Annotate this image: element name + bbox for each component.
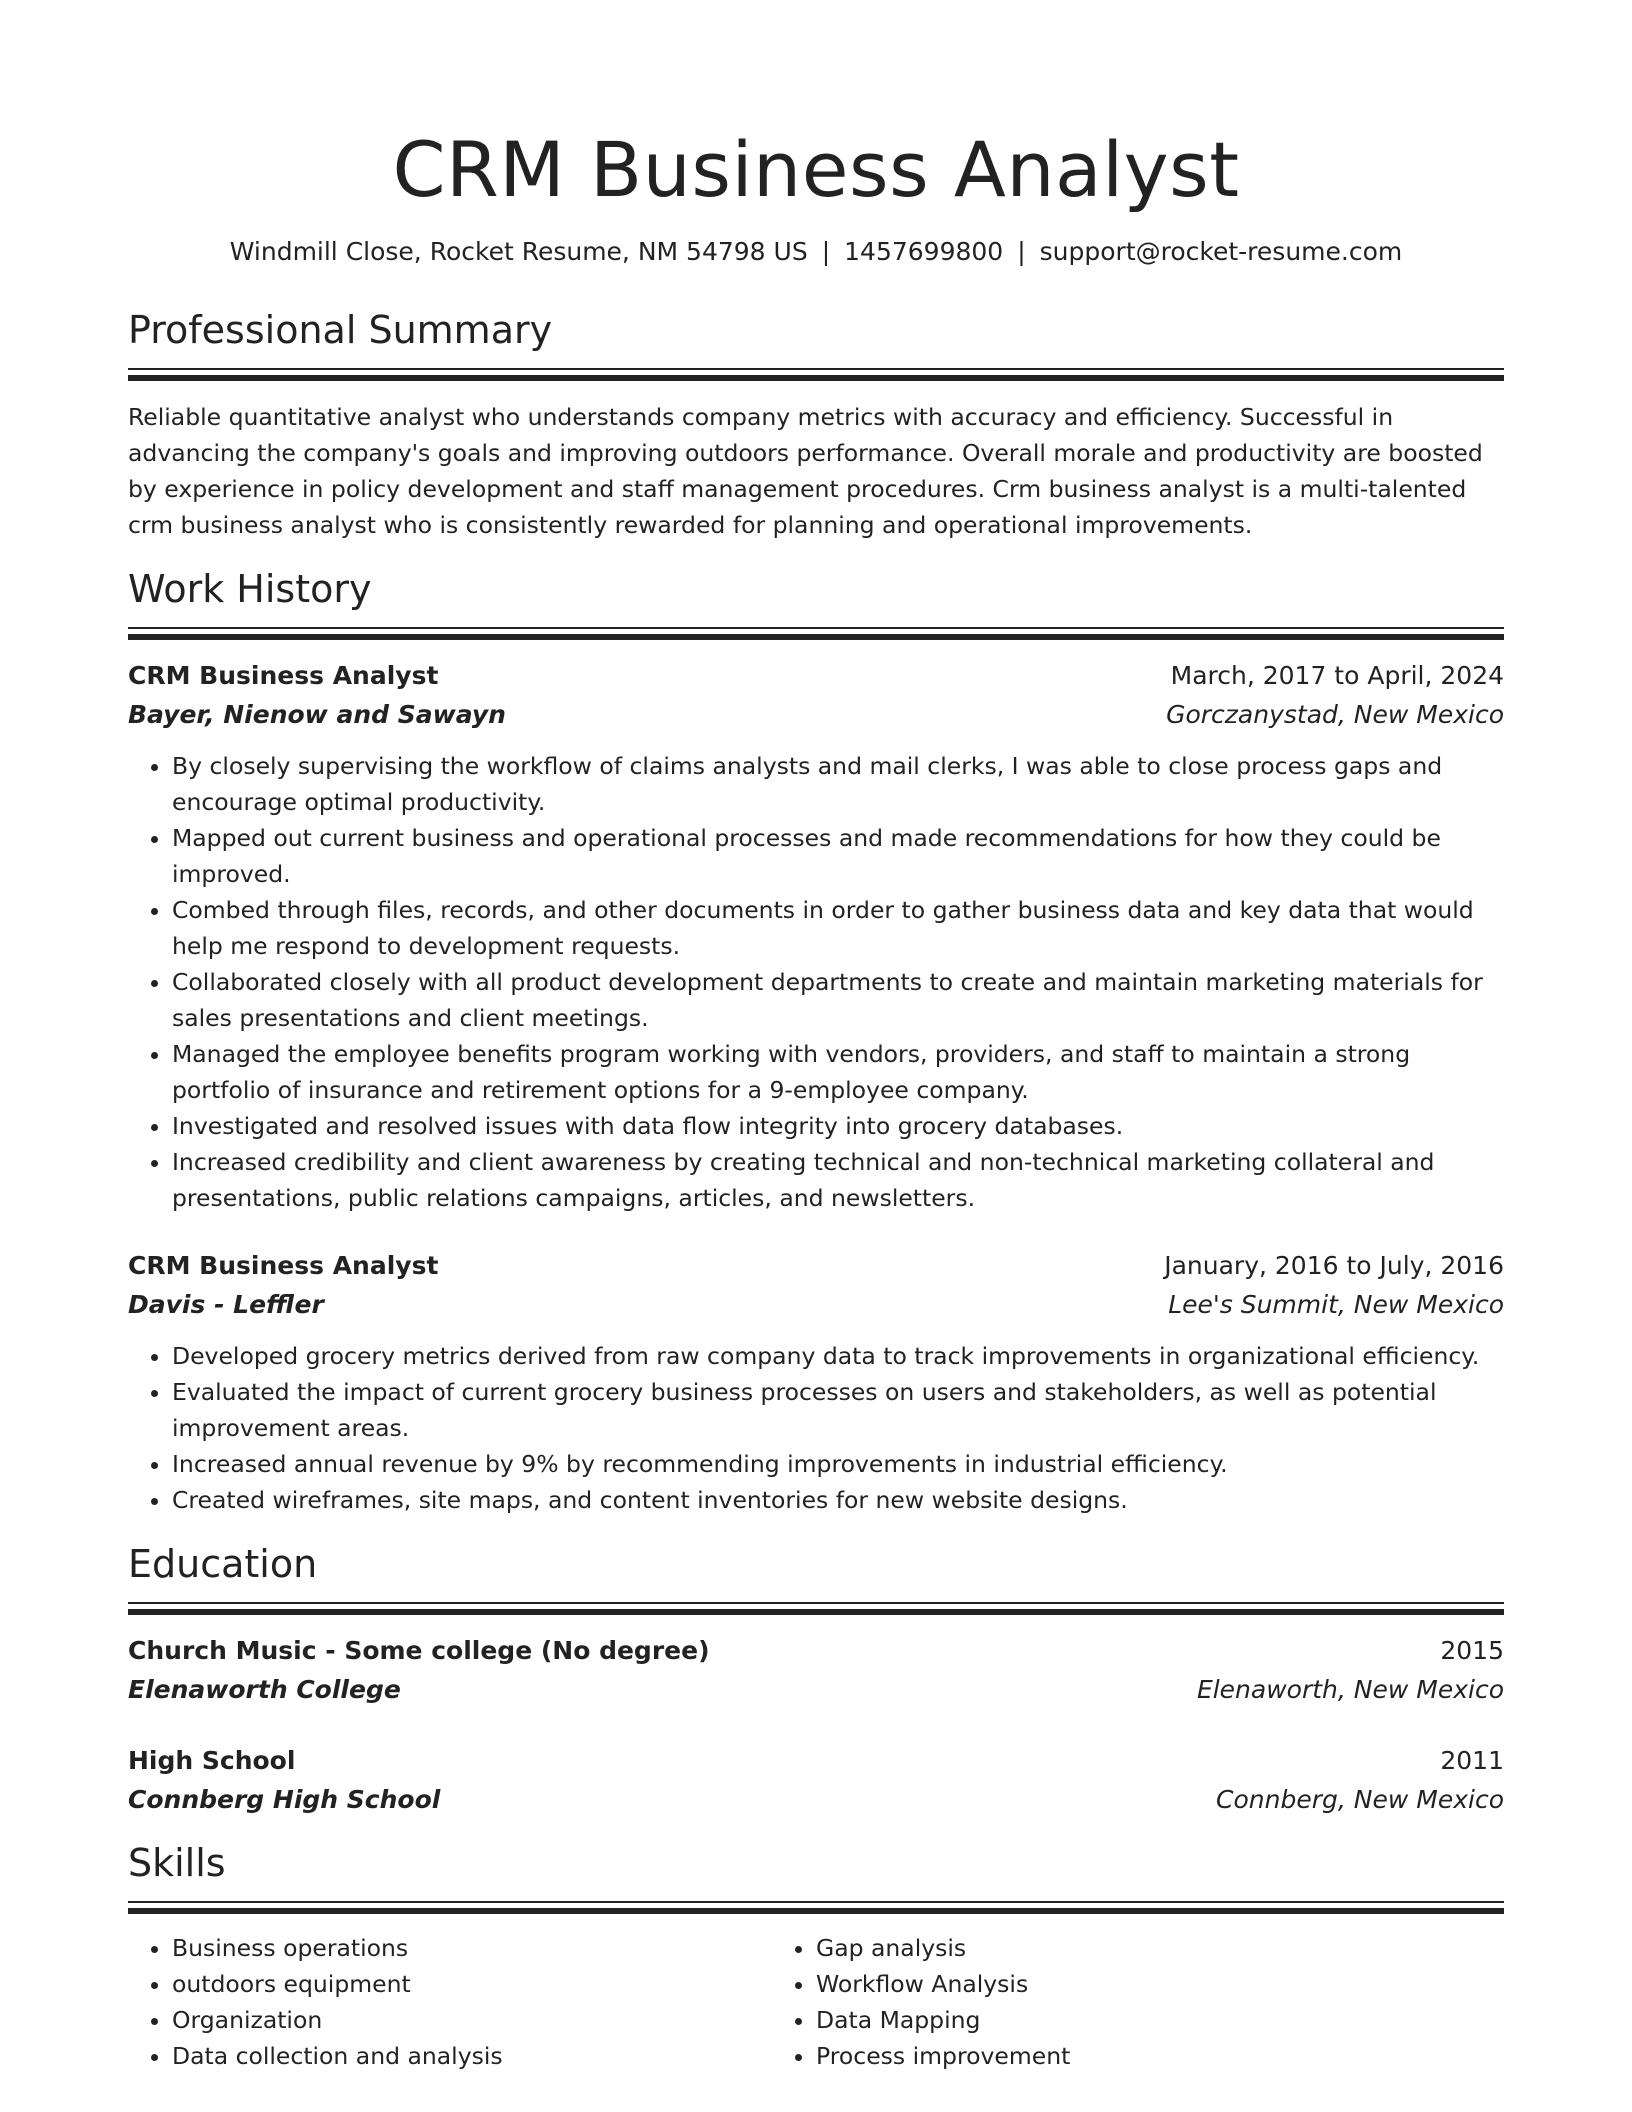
contact-phone: 1457699800	[844, 237, 1004, 266]
company-name: Bayer, Nienow and Sawayn	[128, 700, 506, 729]
list-item: • Investigated and resolved issues with data flow integrity into grocery databases.	[172, 1108, 1504, 1144]
education-year: 2015	[1440, 1636, 1504, 1665]
section-title-work-history: Work History	[128, 567, 372, 611]
education-year: 2011	[1440, 1746, 1504, 1775]
list-item: • Evaluated the impact of current grocery business processes on users and stakeholders, as well as potential improvement areas.	[172, 1374, 1504, 1446]
skill-item: • Organization	[172, 2002, 772, 2038]
page-title: CRM Business Analyst	[392, 125, 1240, 214]
skill-item: • Gap analysis	[816, 1930, 1416, 1966]
education-entry	[128, 1741, 1504, 1819]
section-divider-thick	[128, 1908, 1504, 1914]
section-divider	[128, 627, 1504, 629]
job-entry	[128, 656, 1504, 1216]
section-divider-thick	[128, 375, 1504, 381]
job-title: CRM Business Analyst	[128, 661, 439, 690]
school-location: Connberg, New Mexico	[1216, 1785, 1504, 1814]
list-item: • By closely supervising the workflow of claims analysts and mail clerks, I was able to close process gaps and encourage optimal productivity.	[172, 748, 1504, 820]
skill-item: • Workflow Analysis	[816, 1966, 1416, 2002]
list-item: • Increased credibility and client awareness by creating technical and non-technical marketing collateral and presentations, public relations campaigns, articles, and newsletters.	[172, 1144, 1504, 1216]
skills-column-left	[128, 1930, 772, 2074]
list-item: • Combed through files, records, and other documents in order to gather business data and key data that would help me respond to development requests.	[172, 892, 1504, 964]
job-dates: March, 2017 to April, 2024	[1170, 661, 1504, 690]
summary-text: Reliable quantitative analyst who understands company metrics with accuracy and efficiency. Successful in advancing the company's goals and improving outdoors performance. Overall morale and productivity are boosted by experience in policy development and staff management procedures. Crm business analyst is a multi-talented crm business analyst who is consistently rewarded for planning and operational improvements.	[128, 403, 1483, 539]
school-name: Connberg High School	[128, 1785, 441, 1814]
section-divider	[128, 1901, 1504, 1903]
resume-page	[128, 0, 1504, 2074]
skill-item: • Process improvement	[816, 2038, 1416, 2074]
job-bullets	[128, 1338, 1504, 1518]
section-title-skills: Skills	[128, 1841, 226, 1885]
school-location: Elenaworth, New Mexico	[1196, 1675, 1504, 1704]
contact-address: Windmill Close, Rocket Resume, NM 54798 US	[229, 237, 808, 266]
skill-item: • outdoors equipment	[172, 1966, 772, 2002]
section-divider-thick	[128, 1609, 1504, 1615]
school-name: Elenaworth College	[128, 1675, 401, 1704]
contact-email: support@rocket-resume.com	[1039, 237, 1403, 266]
skill-item: • Data Mapping	[816, 2002, 1416, 2038]
job-entry	[128, 1246, 1504, 1518]
section-divider	[128, 368, 1504, 370]
company-name: Davis - Leffler	[128, 1290, 324, 1319]
list-item: • Mapped out current business and operational processes and made recommendations for how they could be improved.	[172, 820, 1504, 892]
degree-title: Church Music - Some college (No degree)	[128, 1636, 710, 1665]
section-title-education: Education	[128, 1542, 318, 1586]
section-title-summary: Professional Summary	[128, 308, 553, 352]
job-location: Gorczanystad, New Mexico	[1166, 700, 1504, 729]
education-entry	[128, 1631, 1504, 1709]
contact-separator: |	[821, 237, 831, 266]
section-divider	[128, 1602, 1504, 1604]
list-item: • Developed grocery metrics derived from raw company data to track improvements in organizational efficiency.	[172, 1338, 1504, 1374]
list-item: • Managed the employee benefits program working with vendors, providers, and staff to maintain a strong portfolio of insurance and retirement options for a 9-employee company.	[172, 1036, 1504, 1108]
contact-separator: |	[1017, 237, 1026, 266]
skill-item: • Business operations	[172, 1930, 772, 1966]
job-title: CRM Business Analyst	[128, 1251, 439, 1280]
list-item: • Created wireframes, site maps, and content inventories for new website designs.	[172, 1482, 1504, 1518]
contact-line	[128, 236, 1504, 268]
job-dates: January, 2016 to July, 2016	[1164, 1251, 1504, 1280]
list-item: • Collaborated closely with all product development departments to create and maintain marketing materials for sales presentations and client meetings.	[172, 964, 1504, 1036]
section-divider-thick	[128, 634, 1504, 640]
job-location: Lee's Summit, New Mexico	[1168, 1290, 1504, 1319]
skills-list	[128, 1930, 1504, 2074]
skills-column-right	[772, 1930, 1416, 2074]
skill-item: • Data collection and analysis	[172, 2038, 772, 2074]
degree-title: High School	[128, 1746, 296, 1775]
list-item: • Increased annual revenue by 9% by recommending improvements in industrial efficiency.	[172, 1446, 1504, 1482]
job-bullets	[128, 748, 1504, 1216]
